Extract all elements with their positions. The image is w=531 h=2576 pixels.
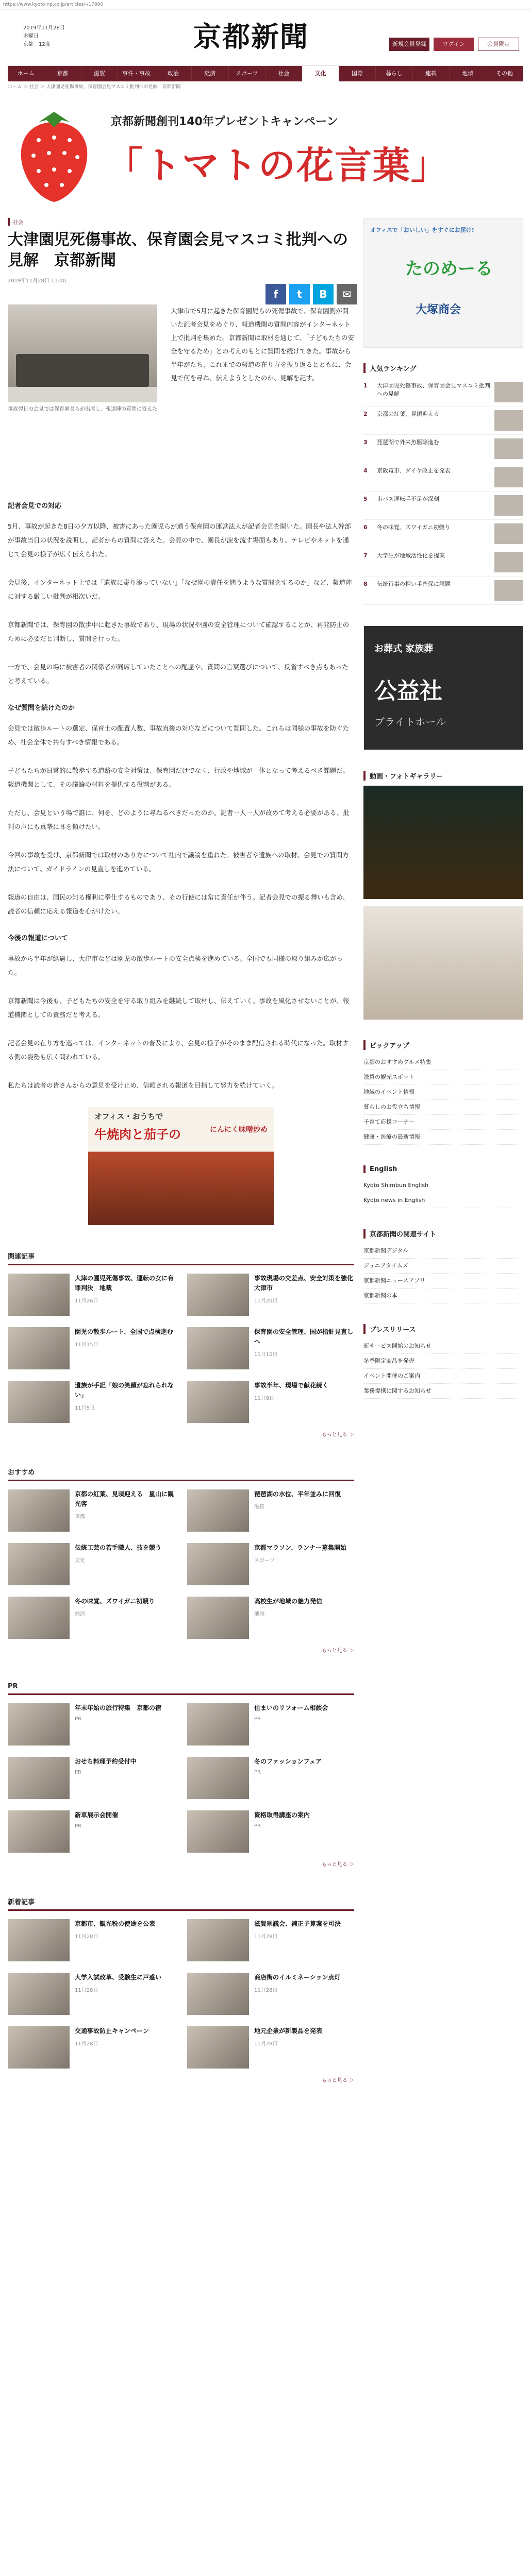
- news-card[interactable]: [187, 1489, 354, 1532]
- pickup-item[interactable]: 子育て応援コーナー: [363, 1115, 523, 1130]
- ranking-title[interactable]: 京都の紅葉、見頃迎える: [377, 411, 439, 417]
- hatena-share-button[interactable]: B: [313, 284, 334, 304]
- article-paragraph: 報道の自由は、国民の知る権利に奉仕するものであり、その行使には常に責任が伴う。記者会見での振る舞いも含め、読者の信頼に応える報道を心がけたい。: [8, 893, 350, 915]
- section-grid: [8, 1703, 354, 1853]
- nav-item[interactable]: 暮らし: [376, 66, 412, 81]
- ranking-thumbnail[interactable]: [494, 580, 523, 601]
- pickup-item[interactable]: 健康・医療の最新情報: [363, 1130, 523, 1145]
- news-card-text: [75, 1543, 161, 1585]
- news-thumbnail[interactable]: [8, 1757, 70, 1799]
- ranking-item[interactable]: [363, 520, 523, 548]
- news-section: [8, 1683, 354, 1868]
- news-card[interactable]: [187, 1381, 354, 1423]
- section-title: PR: [8, 1683, 354, 1695]
- news-card-text: [254, 1597, 322, 1639]
- register-button[interactable]: 新規会員登録: [389, 38, 429, 51]
- news-card-text: [75, 1919, 155, 1961]
- ad-food-subtitle: にんにく味噌炒め: [210, 1126, 268, 1134]
- article-paragraphs-1: [8, 519, 354, 688]
- ranking-thumbnail[interactable]: [494, 410, 523, 431]
- ranking-thumbnail[interactable]: [494, 523, 523, 544]
- nav-item[interactable]: 京都: [44, 66, 81, 81]
- ranking-thumbnail[interactable]: [494, 495, 523, 516]
- news-card[interactable]: [8, 1543, 175, 1585]
- nav-item[interactable]: 地域: [450, 66, 486, 81]
- article-paragraph: 会見では散歩ルートの選定、保育士の配置人数、事故直後の対応などについて質問した。これらは同様の事故を防ぐため、社会全体で共有すべき情報である。: [8, 724, 350, 746]
- news-thumbnail[interactable]: [8, 1810, 70, 1853]
- news-meta: 京都: [75, 1514, 85, 1520]
- ad-kouekisha-tagline: お葬式 家族葬: [374, 643, 434, 654]
- ranking-number: 3: [363, 439, 368, 446]
- pickup-box: [363, 1040, 523, 1145]
- info-item[interactable]: 京都新聞の本: [363, 1289, 523, 1303]
- article-paragraph: 京都新聞では、保育園の散歩中に起きた事故であり、現場の状況や園の安全管理について確認することが、再発防止のために必要だと判断し、質問を行った。: [8, 621, 350, 642]
- news-card-text: [254, 1274, 360, 1316]
- article-paragraph: 私たちは読者の皆さんからの意見を受け止め、信頼される報道を目指して努力を続けていく。: [8, 1081, 278, 1089]
- press-item[interactable]: 業務提携に関するお知らせ: [363, 1384, 523, 1399]
- news-card[interactable]: [8, 1919, 175, 1961]
- news-title[interactable]: 京都市、観光税の使途を公表: [75, 1920, 156, 1927]
- article-subhead-3: 今後の報道について: [8, 935, 68, 942]
- article-paragraph: 子どもたちが日常的に散歩する道路の安全対策は、保育園だけでなく、行政や地域が一体となって考えるべき課題だ。報道機関として、その議論の材料を提供する役割がある。: [8, 767, 350, 788]
- article-paragraph: 会見後、インターネット上では「遺族に寄り添っていない」「なぜ園の責任を問うような質問をするのか」など、報道陣に対する厳しい批判が相次いだ。: [8, 579, 352, 600]
- news-card[interactable]: [187, 1703, 354, 1745]
- news-card[interactable]: [8, 1381, 175, 1423]
- pickup-list: [363, 1055, 523, 1145]
- nav-item[interactable]: 連載: [413, 66, 450, 81]
- news-thumbnail[interactable]: [8, 1327, 70, 1369]
- content-area: [8, 218, 523, 2576]
- news-card[interactable]: [187, 1543, 354, 1585]
- ranking-item[interactable]: [363, 435, 523, 463]
- food-advertisement[interactable]: [88, 1107, 274, 1225]
- press-item[interactable]: 冬季限定商品を発売: [363, 1354, 523, 1369]
- article-paragraphs-3: [8, 952, 354, 1092]
- news-card[interactable]: [187, 1919, 354, 1961]
- news-title[interactable]: 交通事故防止キャンペーン: [75, 2027, 149, 2035]
- news-meta: 文化: [75, 1558, 85, 1564]
- article-subhead-1: 記者会見での対応: [8, 502, 62, 510]
- ranking-item[interactable]: [363, 548, 523, 577]
- article-headline: 大津園児死傷事故、保育園会見マスコミ批判への見解 京都新聞: [8, 231, 348, 269]
- ranking-number: 4: [363, 467, 368, 474]
- ad-food-tagline: オフィス・おうちで: [94, 1112, 163, 1121]
- news-card-text: [254, 1703, 328, 1745]
- news-meta: 11月28日: [254, 2041, 278, 2047]
- ad-tanomail-company: 大塚商会: [416, 303, 461, 316]
- news-meta: 11月20日: [254, 1298, 278, 1304]
- article-paragraphs-2: [8, 721, 354, 918]
- news-meta: 11月28日: [254, 1934, 278, 1940]
- news-thumbnail[interactable]: [8, 2026, 70, 2069]
- ranking-box: [363, 363, 523, 605]
- news-title[interactable]: 保育園の安全管理、国が指針見直しへ: [254, 1328, 354, 1345]
- info-item[interactable]: ジュニアタイムズ: [363, 1259, 523, 1274]
- news-meta: PR: [254, 1770, 261, 1775]
- news-thumbnail[interactable]: [8, 1703, 70, 1745]
- campaign-banner[interactable]: [8, 101, 523, 205]
- pickup-item[interactable]: 暮らしのお役立ち情報: [363, 1100, 523, 1115]
- more-link[interactable]: もっと見る ＞: [321, 1432, 354, 1438]
- news-section: [8, 1896, 354, 2083]
- news-thumbnail[interactable]: [187, 1810, 249, 1853]
- current-weekday: 木曜日: [23, 33, 39, 39]
- news-card[interactable]: [187, 1274, 360, 1316]
- news-card-text: [75, 1973, 161, 2015]
- news-card-text: [75, 1597, 155, 1639]
- news-card[interactable]: [187, 1757, 354, 1799]
- news-card[interactable]: [8, 1327, 175, 1369]
- english-list: [363, 1178, 523, 1208]
- news-title[interactable]: 大学入試改革、受験生に戸惑い: [75, 1974, 162, 1981]
- news-card[interactable]: [8, 1274, 175, 1316]
- press-list: [363, 1339, 523, 1399]
- ranking-item[interactable]: [363, 492, 523, 520]
- news-card-text: [254, 1810, 310, 1853]
- ranking-thumbnail[interactable]: [494, 438, 523, 459]
- news-thumbnail[interactable]: [187, 1973, 249, 2015]
- news-card-text: [75, 1327, 173, 1369]
- news-card-text: [75, 1274, 175, 1316]
- news-title[interactable]: 事故現場の交差点、安全対策を強化 大津市: [254, 1275, 360, 1292]
- twitter-share-button[interactable]: t: [289, 284, 310, 304]
- news-meta: 11月15日: [75, 1342, 98, 1348]
- global-nav: [8, 66, 523, 81]
- news-card[interactable]: [8, 1973, 175, 2015]
- ranking-number: 8: [363, 581, 368, 587]
- news-card[interactable]: [187, 1327, 354, 1369]
- campaign-headline: 「トマトの花言葉」: [106, 143, 450, 187]
- article-paragraph: 今回の事故を受け、京都新聞では取材のあり方について社内で議論を重ねた。被害者や遺族への取材、会見での質問方法について、ガイドラインの見直しを進めている。: [8, 851, 349, 873]
- article-date: 2019年11月28日 11:00: [8, 278, 66, 284]
- news-thumbnail[interactable]: [8, 1919, 70, 1961]
- ranking-title[interactable]: 大学生が地域活性化を提案: [377, 552, 445, 559]
- pickup-item[interactable]: 地域のイベント情報: [363, 1085, 523, 1100]
- news-meta: 11月8日: [254, 1396, 275, 1401]
- section-grid: [8, 1919, 354, 2069]
- news-section: [8, 1467, 354, 1654]
- news-meta: PR: [254, 1823, 261, 1829]
- ranking-number: 6: [363, 524, 368, 531]
- news-meta: 経済: [75, 1612, 85, 1617]
- ranking-list: [363, 378, 523, 605]
- news-title[interactable]: 商店街のイルミネーション点灯: [254, 1974, 341, 1981]
- ranking-number: 1: [363, 382, 368, 389]
- article-body: [8, 500, 354, 1092]
- news-title[interactable]: 冬のファッションフェア: [254, 1758, 322, 1765]
- article-paragraph: 5月、事故が起きた8日の夕方以降、被害にあった園児らが通う保育園の運営法人が記者会見を開いた。園長や法人幹部が事故当日の状況を説明し、記者からの質問に答えた。会見の中で、園長が涙を流す場面もあり、テレビやネットを通じて会見の様子が広く伝えられた。: [8, 522, 351, 558]
- section-grid: [8, 1489, 354, 1639]
- more-link[interactable]: もっと見る ＞: [321, 1862, 354, 1868]
- nav-item[interactable]: 政治: [155, 66, 192, 81]
- info-title: 京都新聞の関連サイト: [363, 1229, 523, 1239]
- pickup-item[interactable]: 京都のおすすめグルメ特集: [363, 1055, 523, 1070]
- news-thumbnail[interactable]: [187, 1274, 249, 1316]
- ad-tanomail-tagline: オフィスで「おいしい」をすぐにお届け!: [370, 227, 474, 233]
- nav-item[interactable]: 滋賀: [81, 66, 118, 81]
- ranking-title[interactable]: 大津園児死傷事故、保育園会見マスコミ批判への見解: [377, 382, 490, 397]
- article-paragraph: 一方で、会見の場に被害者の関係者が同席していたことへの配慮や、質問の言葉選びについて、反省すべき点もあったと考えている。: [8, 663, 349, 685]
- ranking-title[interactable]: 琵琶湖で外来魚駆除進む: [377, 439, 439, 446]
- news-thumbnail[interactable]: [187, 1489, 249, 1532]
- article-top: [8, 304, 354, 480]
- info-item[interactable]: 京都新聞デジタル: [363, 1244, 523, 1259]
- press-item[interactable]: 新サービス開始のお知らせ: [363, 1339, 523, 1354]
- news-card[interactable]: [187, 2026, 354, 2069]
- news-card-text: [75, 2026, 149, 2069]
- related-sections: [8, 1251, 360, 2083]
- article-photo[interactable]: [8, 304, 157, 402]
- news-card-text: [254, 1757, 322, 1799]
- news-meta: 11月28日: [75, 2041, 98, 2047]
- article-paragraph: ただし、会見という場で誰に、何を、どのように尋ねるべきだったのか。記者一人一人が改めて考える必要がある。批判の声にも真摯に耳を傾けたい。: [8, 809, 350, 831]
- breadcrumb: ホーム ＞ 社会 ＞ 大津園児死傷事故、保育園会見マスコミ批判への見解 京都新聞: [8, 81, 523, 93]
- facebook-share-button[interactable]: f: [266, 284, 286, 304]
- news-card-text: [75, 1489, 175, 1532]
- news-card-text: [75, 1703, 161, 1745]
- nav-item[interactable]: ホーム: [8, 66, 44, 81]
- news-title[interactable]: 新車展示会開催: [75, 1811, 119, 1819]
- news-title[interactable]: 琵琶湖の水位、平年並みに回復: [254, 1490, 341, 1498]
- info-list: [363, 1244, 523, 1303]
- news-card[interactable]: [8, 2026, 175, 2069]
- date-weather: [23, 24, 65, 49]
- news-title[interactable]: 遺族が手記「娘の笑顔が忘れられない」: [75, 1382, 174, 1399]
- news-card[interactable]: [8, 1757, 175, 1799]
- article-paragraph: 京都新聞は今後も、子どもたちの安全を守る取り組みを継続して取材し、伝えていく。事故を風化させないことが、報道機関としての責務だと考える。: [8, 997, 350, 1019]
- news-thumbnail[interactable]: [8, 1597, 70, 1639]
- news-thumbnail[interactable]: [8, 1543, 70, 1585]
- news-card[interactable]: [187, 1597, 354, 1639]
- article-category[interactable]: 社会: [8, 218, 354, 226]
- news-title[interactable]: 滋賀県議会、補正予算案を可決: [254, 1920, 341, 1927]
- ranking-title: 人気ランキング: [363, 363, 523, 373]
- news-title[interactable]: 事故半年、現場で献花続く: [254, 1382, 329, 1389]
- url-bar: https://www.kyoto-np.co.jp/articles/-/17890: [0, 0, 531, 10]
- pickup-item[interactable]: 滋賀の観光スポット: [363, 1070, 523, 1085]
- ranking-item[interactable]: [363, 378, 523, 406]
- news-title[interactable]: 住まいのリフォーム相談会: [254, 1704, 328, 1711]
- news-meta: 地域: [254, 1612, 264, 1617]
- news-meta: 11月28日: [254, 1988, 278, 1993]
- section-title: 新着記事: [8, 1896, 354, 1911]
- article-paragraph: 記者会見の在り方を巡っては、インターネットの普及により、会見の様子がそのまま配信される時代になった。取材する側の姿勢も広く問われている。: [8, 1039, 349, 1061]
- members-button[interactable]: 会員限定: [478, 38, 519, 51]
- info-box: [363, 1229, 523, 1303]
- nav-item[interactable]: 社会: [266, 66, 302, 81]
- article-subhead-2: なぜ質問を続けたのか: [8, 704, 75, 712]
- press-box: [363, 1324, 523, 1399]
- nav-item[interactable]: 国際: [339, 66, 376, 81]
- news-title[interactable]: 大津の園児死傷事故、運転の女に有罪判決 地裁: [75, 1275, 174, 1292]
- nav-item[interactable]: 経済: [192, 66, 228, 81]
- campaign-title: 京都新聞創刊140年プレゼントキャンペーン: [111, 115, 338, 128]
- ranking-number: 5: [363, 496, 368, 502]
- nav-item[interactable]: 文化: [302, 66, 339, 81]
- news-card-text: [75, 1810, 118, 1853]
- share-buttons: [266, 284, 357, 304]
- pickup-title: ピックアップ: [363, 1040, 523, 1050]
- news-meta: 滋賀: [254, 1504, 264, 1510]
- press-item[interactable]: イベント開催のご案内: [363, 1369, 523, 1384]
- news-thumbnail[interactable]: [187, 2026, 249, 2069]
- info-item[interactable]: 京都新聞ニュースアプリ: [363, 1274, 523, 1289]
- ranking-thumbnail[interactable]: [494, 382, 523, 402]
- news-card[interactable]: [187, 1973, 354, 2015]
- news-meta: スポーツ: [254, 1558, 275, 1564]
- news-title[interactable]: 資格取得講座の案内: [254, 1811, 310, 1819]
- news-meta: PR: [254, 1716, 261, 1722]
- article-lead: 大津市で5月に起きた保育園児らの死傷事故で、保育園側が開いた記者会見をめぐり、報道機関の質問内容がインターネット上で批判を集めた。京都新聞は取材を通じて、「子どもたちの安全を守るため」との考えのもとに質問を続けてきた。事故から半年がたち、これまでの報道の在り方を振り返るとともに、会見で何を尋ね、伝えようとしたのか、見解を記す。: [171, 307, 355, 382]
- news-card-text: [254, 1327, 354, 1369]
- ranking-title[interactable]: 市バス運転手不足が深刻: [377, 496, 439, 502]
- news-thumbnail[interactable]: [187, 1597, 249, 1639]
- news-title[interactable]: 園児の散歩ルート、全国で点検進む: [75, 1328, 173, 1335]
- news-thumbnail[interactable]: [8, 1381, 70, 1423]
- nav-item[interactable]: 事件・事故: [118, 66, 155, 81]
- weather-info: 京都 12度: [23, 42, 51, 47]
- ranking-title[interactable]: 冬の味覚、ズワイガニ初競り: [377, 524, 451, 531]
- news-thumbnail[interactable]: [187, 1543, 249, 1585]
- section-grid: [8, 1274, 360, 1423]
- news-meta: 11月10日: [254, 1352, 278, 1358]
- ad-food-title: 牛焼肉と茄子の: [94, 1127, 181, 1142]
- news-thumbnail[interactable]: [8, 1489, 70, 1532]
- ranking-title[interactable]: 伝統行事の担い手確保に課題: [377, 581, 451, 587]
- news-title[interactable]: 冬の味覚、ズワイガニ初競り: [75, 1598, 155, 1605]
- news-meta: PR: [75, 1716, 81, 1722]
- news-card-text: [75, 1381, 175, 1423]
- ranking-item[interactable]: [363, 406, 523, 435]
- news-card-text: [75, 1757, 137, 1799]
- news-card-text: [254, 2026, 322, 2069]
- strawberry-illustration: [8, 101, 101, 205]
- section-title: 関連記事: [8, 1251, 354, 1265]
- news-title[interactable]: 地元企業が新製品を発表: [254, 2027, 323, 2035]
- article-paragraph: 事故から半年が経過し、大津市などは園児の散歩ルートの安全点検を進めている。全国でも同様の取り組みが広がった。: [8, 955, 343, 976]
- news-thumbnail[interactable]: [8, 1274, 70, 1316]
- news-card[interactable]: [8, 1597, 175, 1639]
- nav-item[interactable]: スポーツ: [229, 66, 266, 81]
- news-card-text: [254, 1973, 341, 2015]
- news-section: [8, 1251, 360, 1438]
- sidebar-ad-tanomail[interactable]: [363, 218, 523, 348]
- sidebar: [363, 218, 523, 1399]
- ranking-item[interactable]: [363, 577, 523, 605]
- english-item[interactable]: Kyoto Shimbun English: [363, 1178, 523, 1193]
- sidebar-ad-kouekisha[interactable]: [363, 625, 523, 750]
- news-title[interactable]: 年末年始の旅行特集 京都の宿: [75, 1704, 162, 1711]
- page-wrapper: [8, 10, 523, 2576]
- press-conference-people: [16, 354, 149, 387]
- news-meta: 11月28日: [75, 1934, 98, 1940]
- english-item[interactable]: Kyoto news in English: [363, 1193, 523, 1208]
- ranking-number: 2: [363, 411, 368, 417]
- news-meta: 11月28日: [75, 1988, 98, 1993]
- news-thumbnail[interactable]: [187, 1757, 249, 1799]
- ranking-thumbnail[interactable]: [494, 467, 523, 487]
- english-box: [363, 1165, 523, 1208]
- current-date: 2019年11月28日: [23, 25, 65, 31]
- news-thumbnail[interactable]: [8, 1973, 70, 2015]
- more-link[interactable]: もっと見る ＞: [321, 1648, 354, 1654]
- media-title: 動画・フォトギャラリー: [363, 771, 523, 781]
- news-card-text: [254, 1489, 341, 1532]
- ranking-number: 7: [363, 552, 368, 559]
- news-meta: PR: [75, 1770, 81, 1775]
- ad-tanomail-brand: たのめーる: [405, 259, 493, 279]
- news-meta: 11月5日: [75, 1405, 95, 1411]
- press-title: プレスリリース: [363, 1324, 523, 1334]
- news-card[interactable]: [8, 1489, 175, 1532]
- news-thumbnail[interactable]: [187, 1327, 249, 1369]
- main-column: [8, 218, 360, 2112]
- news-title[interactable]: 伝統工芸の若手職人、技を競う: [75, 1544, 162, 1551]
- site-logo[interactable]: 京都新聞: [193, 20, 309, 53]
- more-link[interactable]: もっと見る ＞: [321, 2078, 354, 2083]
- ad-kouekisha-brand: 公益社: [374, 678, 442, 704]
- news-card[interactable]: [8, 1703, 175, 1745]
- ad-kouekisha-sub: ブライトホール: [374, 716, 446, 728]
- news-card-text: [254, 1919, 341, 1961]
- news-thumbnail[interactable]: [187, 1381, 249, 1423]
- english-title: English: [363, 1165, 523, 1173]
- news-card-text: [254, 1381, 328, 1423]
- news-card-text: [254, 1543, 346, 1585]
- news-thumbnail[interactable]: [187, 1703, 249, 1745]
- photo-caption: 事故翌日の会見では保育園長らが出席し、報道陣の質問に答えた: [8, 406, 157, 412]
- news-title[interactable]: 高校生が地域の魅力発信: [254, 1598, 323, 1605]
- news-meta: PR: [75, 1823, 81, 1829]
- news-thumbnail[interactable]: [187, 1919, 249, 1961]
- news-title[interactable]: おせち料理予約受付中: [75, 1758, 137, 1765]
- ranking-thumbnail[interactable]: [494, 552, 523, 572]
- media-photo-2[interactable]: [363, 906, 523, 1020]
- news-meta: 11月26日: [75, 1298, 98, 1304]
- ranking-item[interactable]: [363, 463, 523, 492]
- login-button[interactable]: ログイン: [434, 38, 474, 51]
- news-card[interactable]: [187, 1810, 354, 1853]
- site-header: [8, 10, 523, 66]
- section-title: おすすめ: [8, 1467, 354, 1481]
- media-photo-1[interactable]: [363, 786, 523, 899]
- news-title[interactable]: 京都の紅葉、見頃迎える 嵐山に観光客: [75, 1490, 174, 1507]
- news-card[interactable]: [8, 1810, 175, 1853]
- nav-item[interactable]: その他: [486, 66, 523, 81]
- press-conference-table: [8, 387, 157, 402]
- media-box: [363, 771, 523, 1020]
- news-title[interactable]: 京都マラソン、ランナー募集開始: [254, 1544, 347, 1551]
- mail-share-button[interactable]: ✉: [337, 284, 357, 304]
- ranking-title[interactable]: 京阪電車、ダイヤ改正を発表: [377, 467, 451, 474]
